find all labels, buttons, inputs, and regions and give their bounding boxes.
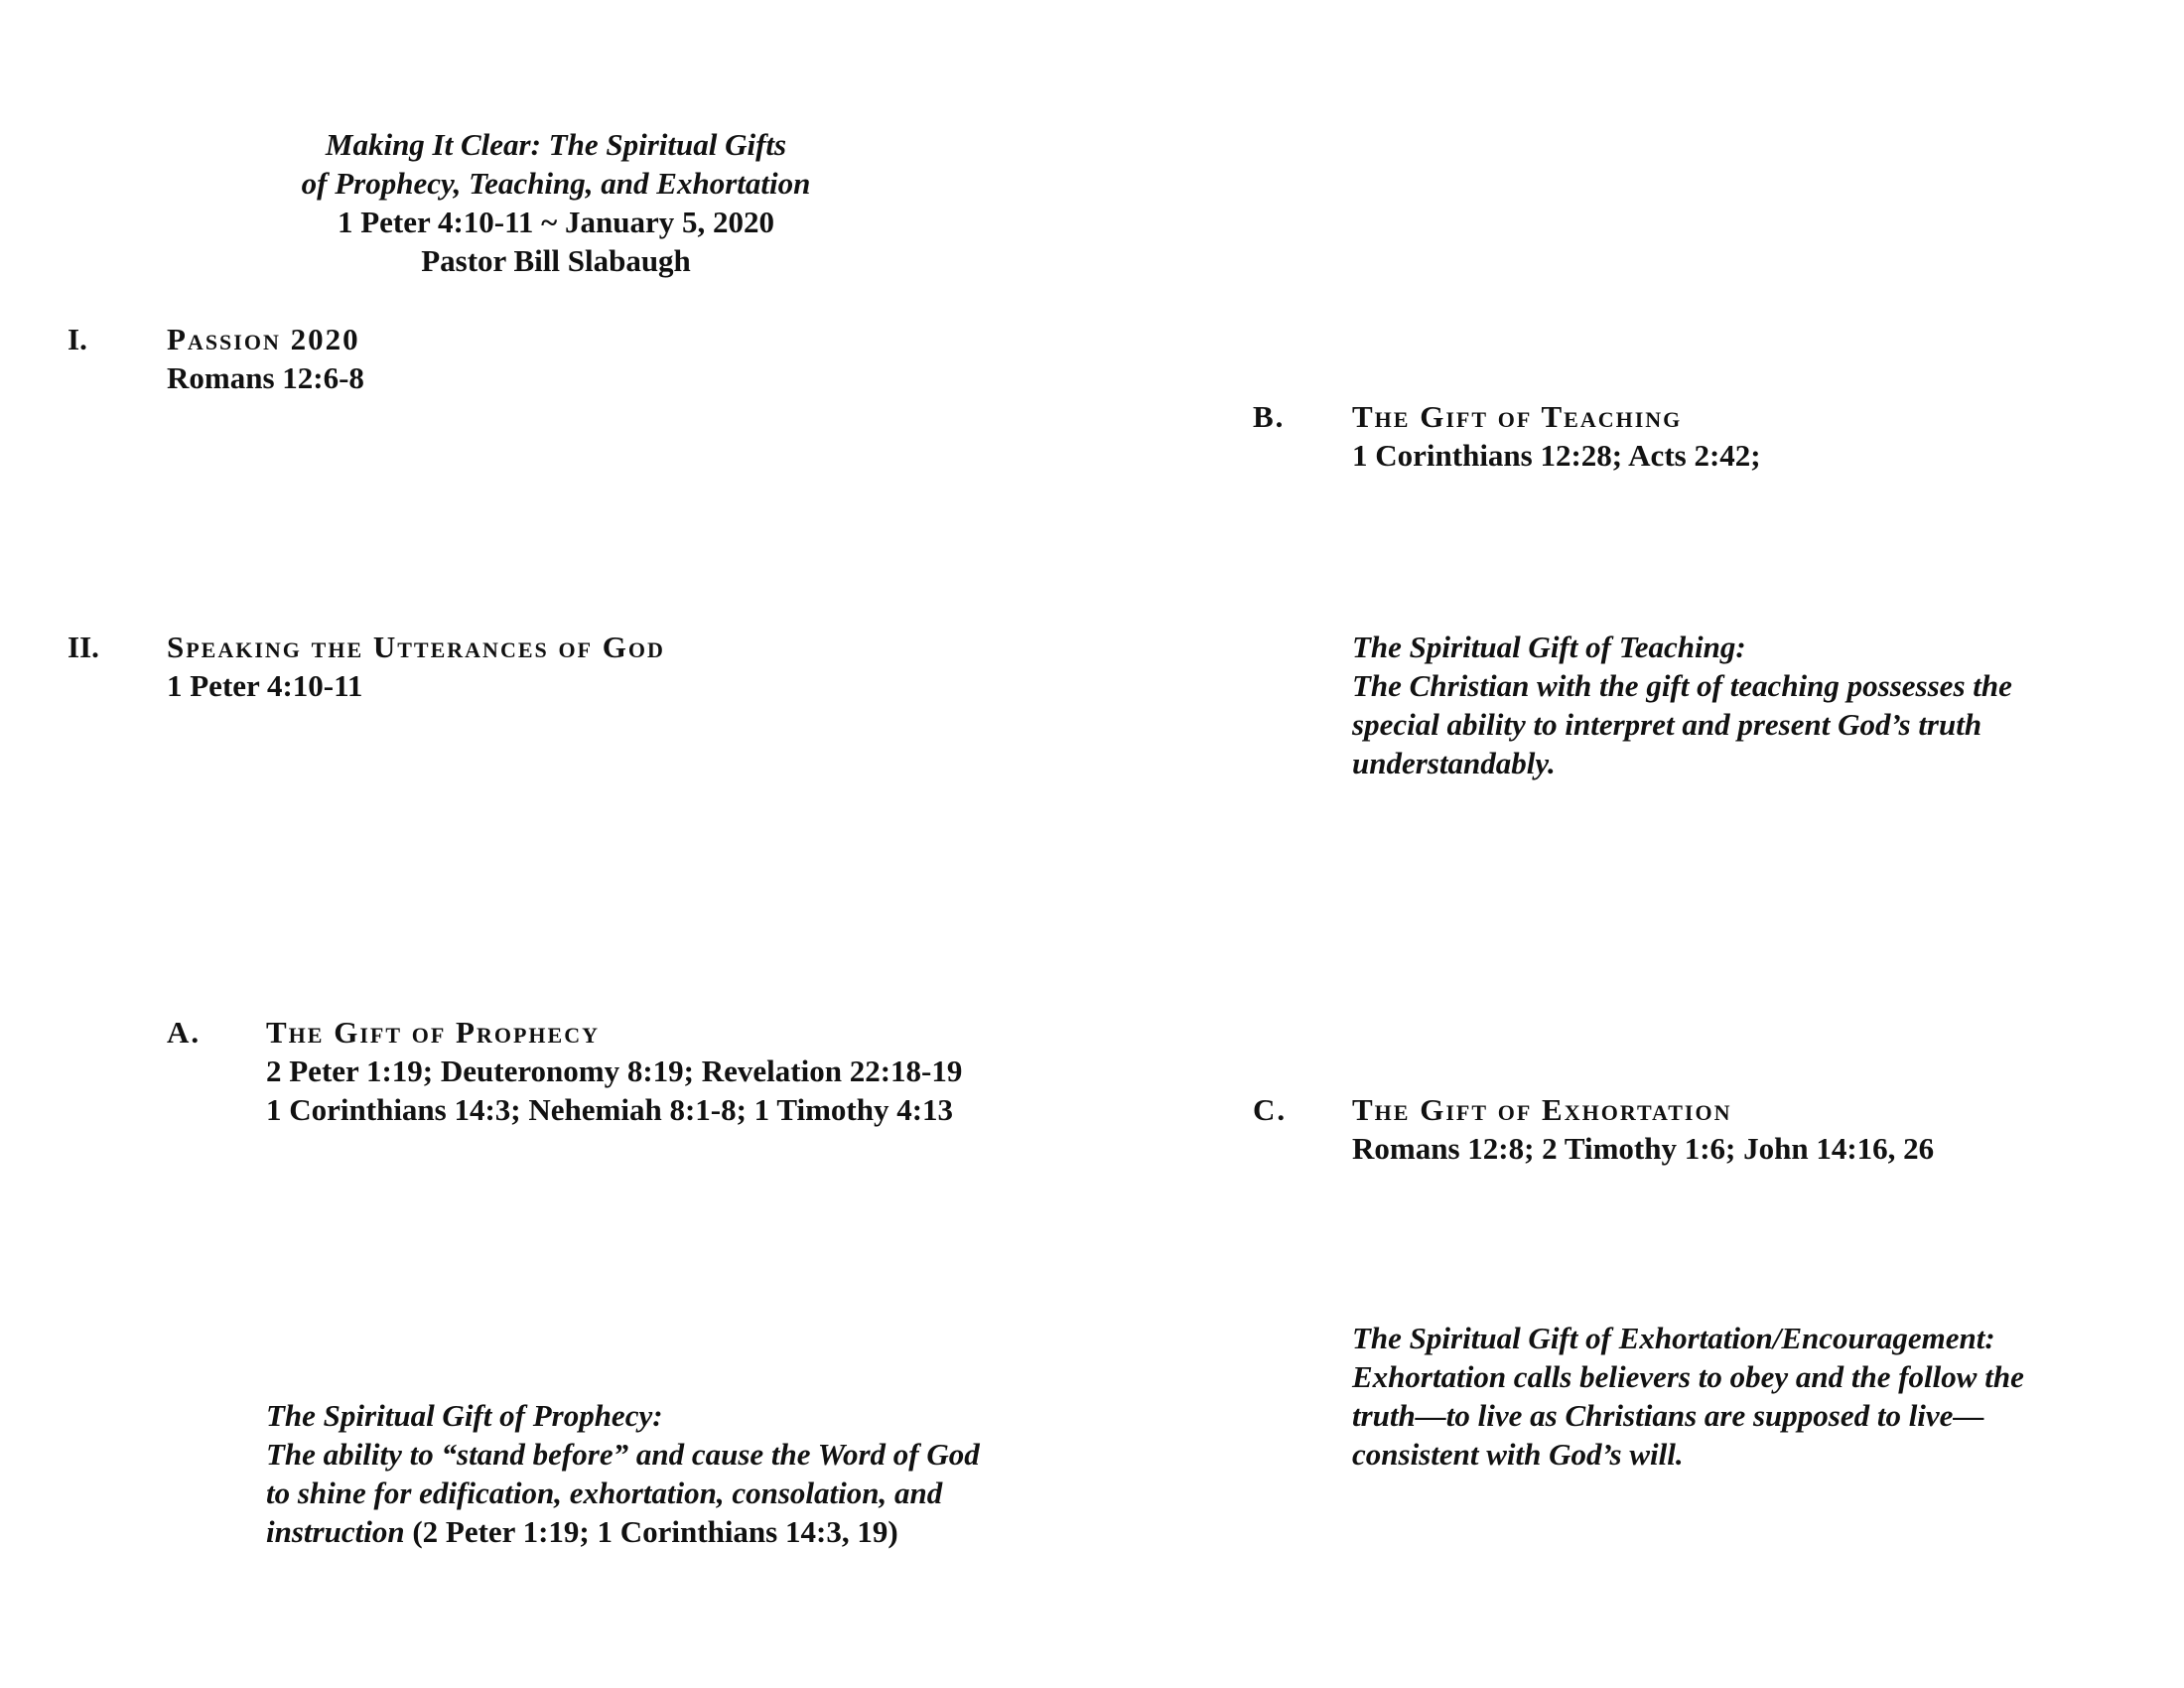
section-b-heading: The Gift of Teaching — [1352, 399, 1683, 434]
section-two — [167, 628, 665, 705]
sermon-pastor: Pastor Bill Slabaugh — [421, 243, 691, 278]
sermon-title-line-2: of Prophecy, Teaching, and Exhortation — [301, 166, 811, 201]
section-c-definition-title: The Spiritual Gift of Exhortation/Encouragement: — [1352, 1321, 1995, 1355]
section-b-definition-line-1: The Christian with the gift of teaching possesses the — [1352, 668, 2012, 703]
section-b-definition — [1352, 628, 2012, 782]
section-c-definition-line-2: truth—to live as Christians are supposed to live— — [1352, 1398, 1984, 1433]
section-c-heading: The Gift of Exhortation — [1352, 1092, 1732, 1127]
section-one-heading: Passion 2020 — [167, 322, 360, 356]
section-a-heading: The Gift of Prophecy — [266, 1015, 600, 1050]
section-b-marker: B. — [1253, 399, 1286, 434]
section-b-definition-line-2: special ability to interpret and present God’s truth — [1352, 707, 1982, 742]
section-a-definition-title: The Spiritual Gift of Prophecy: — [266, 1398, 663, 1433]
sermon-title-line-1: Making It Clear: The Spiritual Gifts — [325, 127, 787, 162]
section-a-definition — [266, 1396, 980, 1551]
section-one-refs: Romans 12:6-8 — [167, 360, 364, 395]
sermon-header — [228, 125, 884, 280]
section-c — [1352, 1090, 1934, 1168]
section-a-definition-line-1: The ability to “stand before” and cause the Word of God — [266, 1437, 980, 1472]
section-a-definition-line-3-refs: (2 Peter 1:19; 1 Corinthians 14:3, 19) — [404, 1514, 898, 1549]
section-a-refs-line-1: 2 Peter 1:19; Deuteronomy 8:19; Revelation 22:18-19 — [266, 1054, 963, 1088]
section-b — [1352, 397, 1761, 475]
sermon-reference-date: 1 Peter 4:10-11 ~ January 5, 2020 — [337, 205, 775, 239]
section-b-refs: 1 Corinthians 12:28; Acts 2:42; — [1352, 438, 1761, 473]
section-two-heading: Speaking the Utterances of God — [167, 630, 665, 664]
section-a-marker: A. — [167, 1015, 202, 1050]
section-b-definition-title: The Spiritual Gift of Teaching: — [1352, 630, 1746, 664]
section-a — [266, 1013, 962, 1129]
section-a-refs-line-2: 1 Corinthians 14:3; Nehemiah 8:1-8; 1 Timothy 4:13 — [266, 1092, 954, 1127]
section-one-marker: I. — [68, 322, 87, 356]
section-one — [167, 320, 364, 397]
section-c-refs: Romans 12:8; 2 Timothy 1:6; John 14:16, 26 — [1352, 1131, 1935, 1166]
section-a-definition-line-2: to shine for edification, exhortation, consolation, and — [266, 1476, 943, 1510]
section-b-definition-line-3: understandably. — [1352, 746, 1556, 780]
section-a-definition-line-3 — [266, 1512, 980, 1551]
section-two-marker: II. — [68, 630, 99, 664]
section-c-definition — [1352, 1319, 2024, 1474]
section-c-marker: C. — [1253, 1092, 1288, 1127]
section-a-definition-line-3-italic: instruction — [266, 1514, 405, 1549]
section-c-definition-line-1: Exhortation calls believers to obey and the follow the — [1352, 1359, 2024, 1394]
section-two-refs: 1 Peter 4:10-11 — [167, 668, 363, 703]
section-c-definition-line-3: consistent with God’s will. — [1352, 1437, 1684, 1472]
